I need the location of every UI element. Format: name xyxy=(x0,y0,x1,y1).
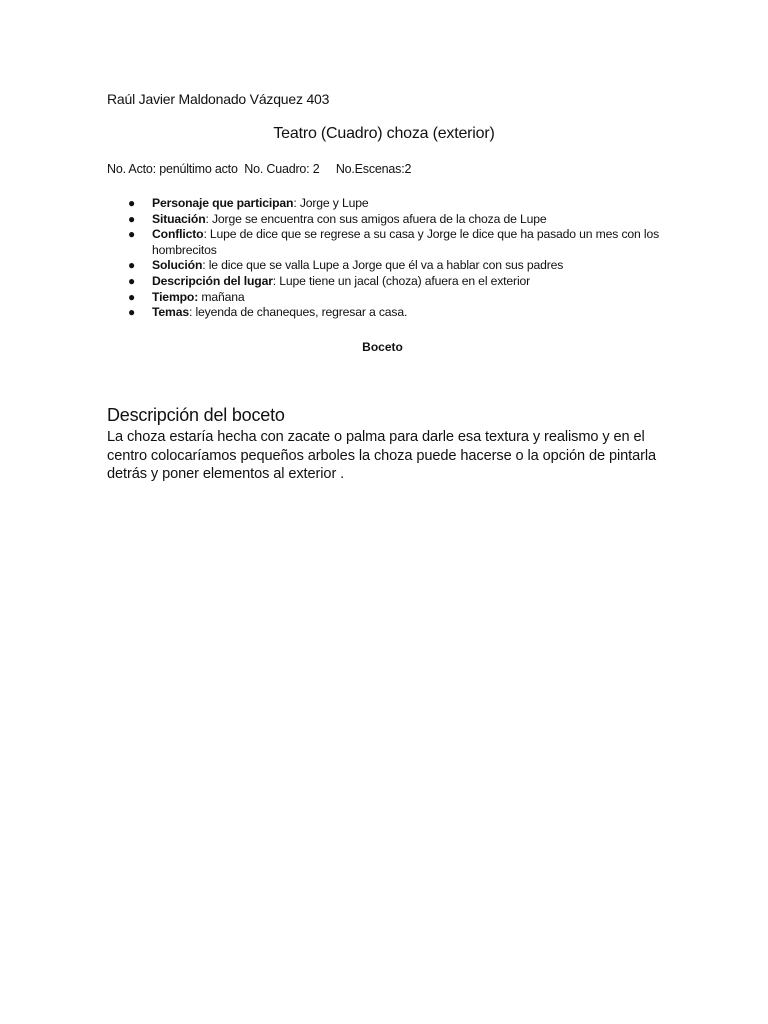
item-text: : Lupe tiene un jacal (choza) afuera en el exterior xyxy=(272,273,531,288)
bullet-icon: ● xyxy=(128,258,136,273)
item-label: Conflicto xyxy=(152,227,204,242)
item-text: : Jorge y Lupe xyxy=(293,196,369,210)
author-line: Raúl Javier Maldonado Vázquez 403 xyxy=(107,91,330,107)
description-heading: Descripción del boceto xyxy=(107,405,285,425)
description-body: La choza estaría hecha con zacate o palma para darle esa textura y realismo y en el centro colocaríamos pequeños arboles la choza puede hacerse o la opción de pintarla detrás y poner elementos al exterior . xyxy=(107,429,657,482)
list-item-personajes xyxy=(107,196,667,212)
act-scene-info: No. Acto: penúltimo acto No. Cuadro: 2 No.Escenas:2 xyxy=(107,162,412,176)
bullet-icon: ● xyxy=(128,289,136,304)
item-text: : Jorge se encuentra con sus amigos afuera de la choza de Lupe xyxy=(205,211,547,226)
list-item-descripcion-lugar xyxy=(107,274,667,290)
item-text: mañana xyxy=(198,289,245,304)
list-item-solucion xyxy=(107,258,667,274)
item-text: : leyenda de chaneques, regresar a casa. xyxy=(188,305,408,320)
bullet-icon: ● xyxy=(128,305,136,320)
scene-details-list xyxy=(107,196,667,321)
item-label: Descripción del lugar xyxy=(152,273,273,288)
item-text: : le dice que se valla Lupe a Jorge que él va a hablar con sus padres xyxy=(202,258,564,273)
item-label: Tiempo: xyxy=(152,289,199,304)
bullet-icon: ● xyxy=(128,227,136,242)
bullet-icon: ● xyxy=(128,211,136,226)
document-title: Teatro (Cuadro) choza (exterior) xyxy=(273,125,495,142)
item-label: Solución xyxy=(152,258,203,273)
item-label: Situación xyxy=(152,211,206,226)
item-label: Personaje que participan xyxy=(152,196,294,210)
item-text: : Lupe de dice que se regrese a su casa y Jorge le dice que ha pasado un mes con los hombrecitos xyxy=(152,227,660,257)
bullet-icon: ● xyxy=(128,196,136,210)
list-item-situacion xyxy=(107,212,667,228)
item-label: Temas xyxy=(152,305,189,320)
list-item-conflicto xyxy=(107,227,667,258)
list-item-temas xyxy=(107,305,667,321)
bullet-icon: ● xyxy=(128,273,136,288)
list-item-tiempo xyxy=(107,290,667,306)
boceto-heading: Boceto xyxy=(362,340,403,354)
